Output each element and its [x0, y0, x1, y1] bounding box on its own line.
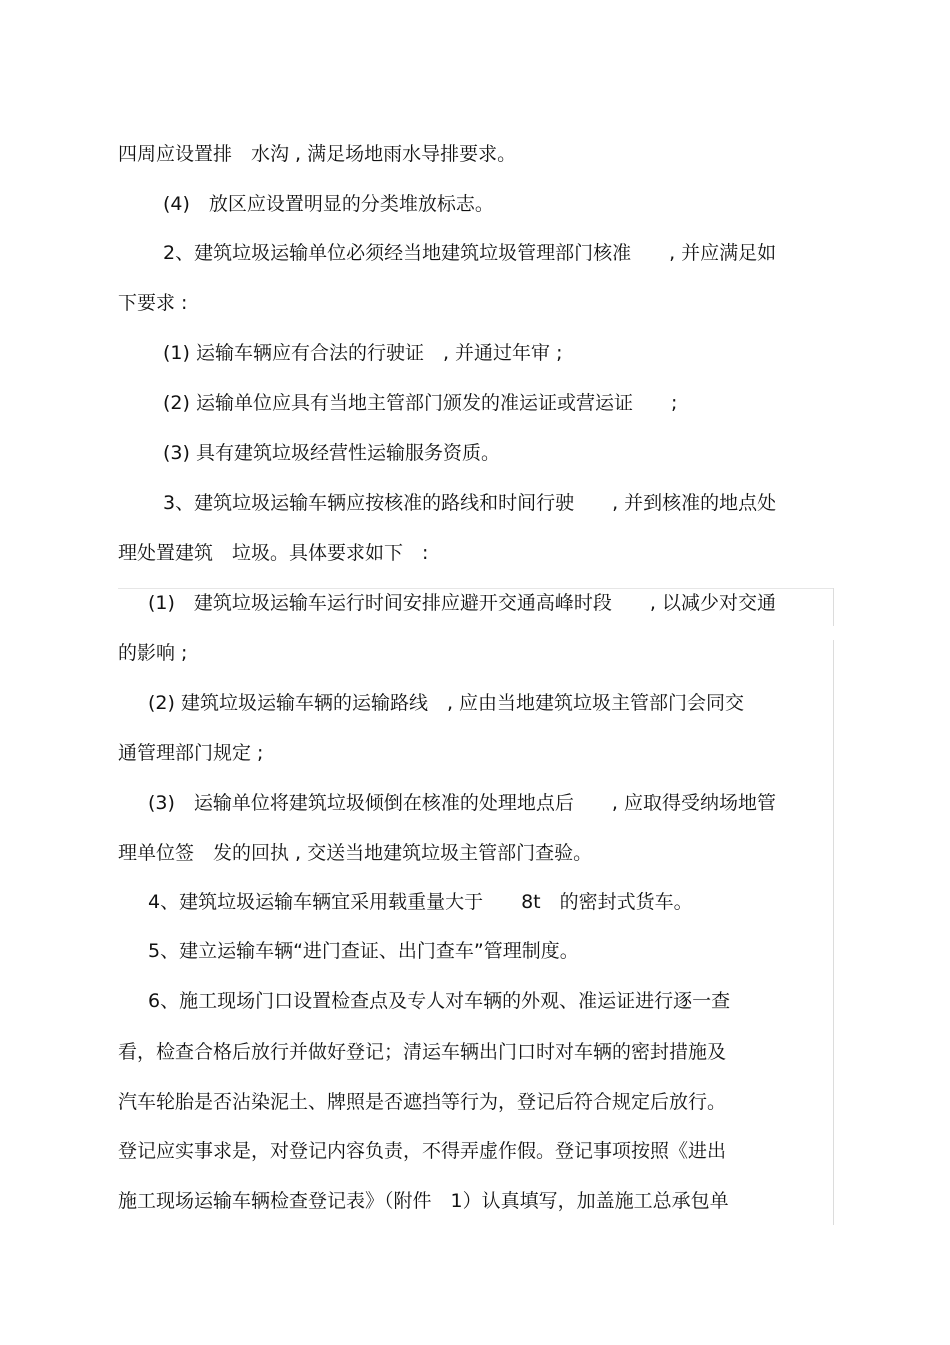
- text-line: 汽车轮胎是否沾染泥土、牌照是否遮挡等行为，登记后符合规定后放行。: [118, 1091, 727, 1113]
- text-line: 施工现场运输车辆检查登记表》（附件 1）认真填写，加盖施工总承包单: [118, 1190, 729, 1212]
- text-line: 通管理部门规定 ;: [118, 742, 264, 764]
- table-top-rule: [118, 588, 834, 589]
- text-line: 理单位签 发的回执 , 交送当地建筑垃圾主管部门查验。: [118, 842, 593, 864]
- text-line: 4、建筑垃圾运输车辆宜采用载重量大于 8t 的密封式货车。: [148, 891, 693, 913]
- text-line: 四周应设置排 水沟 , 满足场地雨水导排要求。: [118, 143, 517, 165]
- text-line: 看，检查合格后放行并做好登记；清运车辆出门口时对车辆的密封措施及: [118, 1041, 727, 1063]
- text-line: (4) 放区应设置明显的分类堆放标志。: [163, 193, 494, 215]
- text-line: (1) 运输车辆应有合法的行驶证 , 并通过年审 ;: [163, 342, 563, 364]
- text-line: 6、施工现场门口设置检查点及专人对车辆的外观、准运证进行逐一查: [148, 990, 731, 1012]
- table-right-rule-upper: [833, 588, 834, 626]
- text-line: (2) 建筑垃圾运输车辆的运输路线 , 应由当地建筑垃圾主管部门会同交: [148, 692, 745, 714]
- table-right-rule-lower: [833, 640, 834, 1225]
- text-line: 5、建立运输车辆“进门查证、出门查车”管理制度。: [148, 940, 579, 962]
- text-line: 登记应实事求是，对登记内容负责，不得弄虚作假。登记事项按照《进出: [118, 1140, 727, 1162]
- text-line: 3、建筑垃圾运输车辆应按核准的路线和时间行驶 , 并到核准的地点处: [163, 492, 777, 514]
- text-line: 理处置建筑 垃圾。具体要求如下 :: [118, 542, 429, 564]
- text-line: (1) 建筑垃圾运输车运行时间安排应避开交通高峰时段 , 以减少对交通: [148, 592, 776, 614]
- text-line: (3) 具有建筑垃圾经营性运输服务资质。: [163, 442, 500, 464]
- text-line: (2) 运输单位应具有当地主管部门颁发的准运证或营运证 ;: [163, 392, 678, 414]
- text-line: 下要求 :: [118, 292, 188, 314]
- text-line: (3) 运输单位将建筑垃圾倾倒在核准的处理地点后 , 应取得受纳场地管: [148, 792, 776, 814]
- text-line: 2、建筑垃圾运输单位必须经当地建筑垃圾管理部门核准 , 并应满足如: [163, 242, 777, 264]
- text-line: 的影响 ;: [118, 642, 188, 664]
